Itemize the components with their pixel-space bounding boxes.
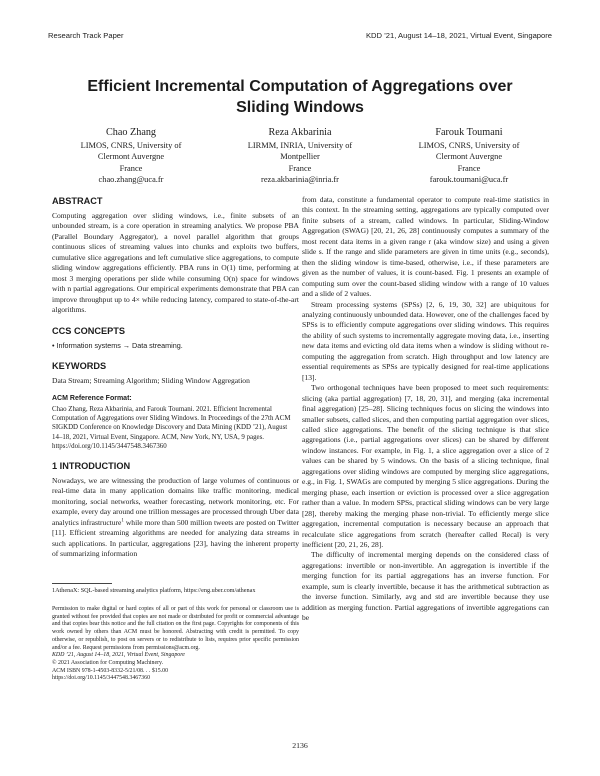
ccs-text: • Information systems → Data streaming. <box>52 340 183 350</box>
author-affiliation: Clermont Auvergne <box>97 152 165 162</box>
paper-title: Efficient Incremental Computation of Aggregations over Sliding Windows <box>87 78 513 116</box>
author-name: Reza Akbarinia <box>268 127 332 138</box>
footnote-text: 1AthenaX: SQL-based streaming analytics platform, https://eng.uber.com/athenax <box>52 587 256 594</box>
permission-block <box>52 606 299 683</box>
page-number: 2136 <box>292 741 308 750</box>
author-block <box>394 126 544 186</box>
body-paragraph: from data, constitute a fundamental operator to compute real-time statistics in this context. In the streaming setting, aggregations are typically computed over finite subsets of a stream, called windows. In particular, Sliding-Window Aggregation (SWAG) [20, 21, 26, 28] continuously computes a summary of the most recent data items in a given range r (aka window size) and using a given slide s. If the range and slide parameters are given in time units (e.g., seconds), then the sliding window is time-based, otherwise, i.e., if these parameters are given as the number of values, it is count-based. Fig. 1 presents an example of computing sum over the count-based sliding window with a range of 10 values and a slide of 2 values. <box>302 195 549 299</box>
keywords-heading: KEYWORDS <box>52 360 107 371</box>
running-header-left: Research Track Paper <box>48 31 124 40</box>
running-header-right: KDD ’21, August 14–18, 2021, Virtual Event, Singapore <box>365 31 552 40</box>
author-affiliation: LIMOS, CNRS, University of <box>418 141 520 150</box>
author-country: France <box>457 163 481 173</box>
footnote <box>52 583 299 594</box>
intro-paragraph <box>52 476 299 560</box>
right-column <box>302 195 549 624</box>
body-paragraph: Two orthogonal techniques have been proposed to meet such requirements: slicing (aka partial aggregation) [7, 18, 20, 31], and merging (aka incremental final aggregation) [25–28]. Slicing techniques focus on slicing the windows into smaller subsets, called slices, and then computing partial aggregation over slices, called slice aggregations. The benefit of the slicing technique is that slice aggregations (i.e., partial aggregations over slices) can be shared by different window instances. For example, in Fig. 1, a slice aggregation over a slice of 2 values can be shared by 5 windows. On the basis of a slicing technique, final aggregations over sliding windows are computed by merging slice aggregations, e.g., in Fig. 1, SWAGs are computed by merging 5 slice aggregations. During the merging phase, each insertion or eviction is processed over a slice aggregation rather than a value. In modern SPSs, practical sliding windows can be very large [28], thereby making the merging phase non-trivial. To efficiently merge slice aggregation, incremental computation is necessary because an approach that recalculate slice aggregations from scratch (hereafter called Recal) is very inefficient [20, 21, 26, 28]. <box>302 383 549 549</box>
permission-copyright: © 2021 Association for Computing Machinery. <box>52 659 164 666</box>
ccs-heading: CCS CONCEPTS <box>52 325 125 336</box>
body-paragraph: Stream processing systems (SPSs) [2, 6, 19, 30, 32] are ubiquitous for analyzing continuously unbounded data. However, one of the challenges faced by SPSs is to efficiently compute aggregations over sliding windows. This requires the ability of such systems to incrementally aggregate moving data, i.e., inserting new data items and evicting old data items when a window is sliding without re-computing the aggregation from scratch. High throughput and low latency are essential requirements as SPSs are typically designed for real-time applications [13]. <box>302 299 549 382</box>
permission-isbn: ACM ISBN 978-1-4503-8332-5/21/08. . . $15.00 <box>52 667 169 674</box>
author-affiliation: LIMOS, CNRS, University of <box>80 141 182 150</box>
footnote-marker: 1 <box>121 518 124 524</box>
permission-text: Permission to make digital or hard copies of all or part of this work for personal or classroom use is granted without fee provided that copies are not made or distributed for profit or commercial advantage and that copies bear this notice and the full citation on the first page. Copyrights for components of this work owned by others than ACM must be honored. Abstracting with credit is permitted. To copy otherwise, or republish, to post on servers or to redistribute to lists, requires prior specific permission and/or a fee. Request permissions from permissions@acm.org. <box>52 606 299 651</box>
author-name: Chao Zhang <box>105 127 157 138</box>
permission-doi: https://doi.org/10.1145/3447548.3467360 <box>52 675 151 682</box>
introduction-heading: 1 INTRODUCTION <box>52 460 131 471</box>
author-block <box>225 126 375 186</box>
intro-text: Nowadays, we are witnessing the production of large volumes of continuous or real-time data in many application domains like traffic monitoring, medical monitoring, social networks, weather forecasting, network monitoring, etc. For example, every day around one trillion messages are processed through Uber data analytics infrastructure <box>52 475 299 527</box>
body-paragraph: The difficulty of incremental merging depends on the considered class of aggregations: invertible or non-invertible. An aggregation is invertible if the merging function for its partial aggregations has an inverse function. For example, sum is clearly invertible, because it has the arithmetical subtraction as the inverse function. Similarly, avg and std are invertible because they use addition as merging function. Partial aggregations of invertible aggregations can be <box>302 550 549 623</box>
author-affiliation: Clermont Auvergne <box>435 152 503 162</box>
footnote-rule <box>52 583 112 584</box>
reference-format-text: Chao Zhang, Reza Akbarinia, and Farouk Toumani. 2021. Efficient Incremental Computation of Aggregations over Sliding Windows. In Proceedings of the 27th ACM SIGKDD Conference on Knowledge Discovery and Data Mining (KDD ’21), August 14–18, 2021, Virtual Event, Singapore. ACM, New York, NY, USA, 9 pages. https://doi.org/10.1145/3447548.3467360 <box>52 405 291 450</box>
author-block <box>56 126 206 186</box>
author-affiliation: LIRMM, INRIA, University of <box>247 141 353 150</box>
abstract-text: Computing aggregation over sliding windows, i.e., finite subsets of an unbounded stream, is a core operation in streaming analytics. We propose PBA (Parallel Boundary Aggregator), a novel parallel algorithm that groups continuous slices of streaming values into chunks and exploits two buffers, cumulative slice aggregations and left cumulative slice aggregations, to compute sliding window aggregations efficiently. PBA runs in O(1) time, performing at most 3 merging operations per slide while consuming O(n) space for windows with n partial aggregations. Our empirical experiments demonstrate that PBA can improve throughput up to 4× while reducing latency, compared to state-of-the-art algorithms. <box>52 211 299 315</box>
reference-format-heading: ACM Reference Format: <box>52 395 132 403</box>
left-column <box>52 195 299 560</box>
author-email: chao.zhang@uca.fr <box>98 175 164 185</box>
keywords-text: Data Stream; Streaming Algorithm; Sliding Window Aggregation <box>52 375 250 385</box>
author-country: France <box>288 163 312 173</box>
author-name: Farouk Toumani <box>435 127 503 138</box>
author-email: farouk.toumani@uca.fr <box>429 175 509 185</box>
intro-text-cont: while more than 500 million tweets are posted on Twitter [11]. Efficient streaming algorithms are needed for analyzing data streams in such applications. In particular, aggregations [23], having the inherent property of summarizing information <box>52 517 299 559</box>
permission-conference: KDD ’21, August 14–18, 2021, Virtual Event, Singapore <box>52 652 185 659</box>
author-country: France <box>119 163 143 173</box>
author-affiliation: Montpellier <box>280 152 320 162</box>
abstract-heading: ABSTRACT <box>52 196 103 206</box>
author-email: reza.akbarinia@inria.fr <box>261 175 339 185</box>
